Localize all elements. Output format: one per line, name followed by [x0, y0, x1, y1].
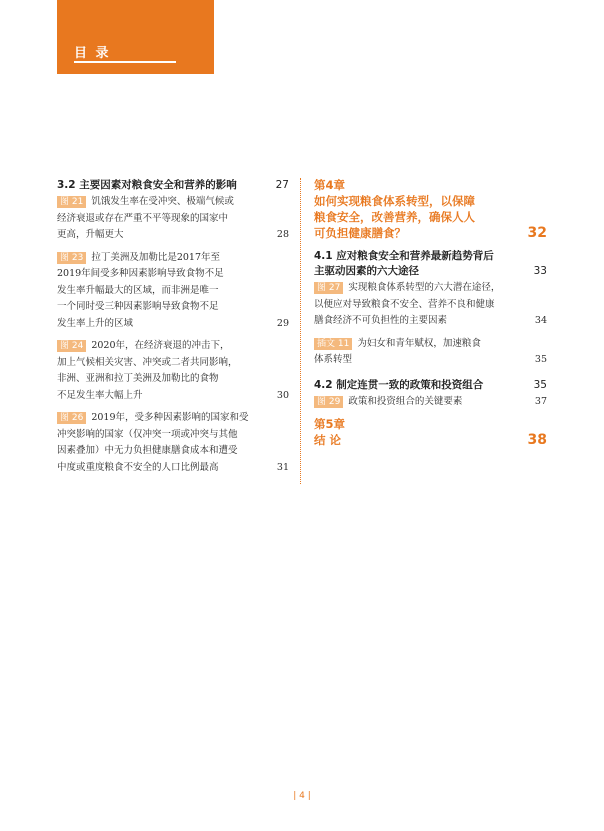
- page-number: 30: [276, 389, 289, 401]
- figure-tag: 图 26: [57, 412, 86, 424]
- page-number: 27: [275, 179, 289, 191]
- entry-line: 发生率升幅最大的区域，而非洲是唯一: [57, 284, 219, 296]
- toc-entry-box-11[interactable]: [314, 336, 547, 369]
- figure-tag: 图 21: [57, 196, 86, 208]
- entry-line: 更高，升幅更大: [57, 229, 124, 240]
- section-label: 4.2 制定连贯一致的政策和投资组合: [314, 378, 484, 391]
- toc-section-3-2[interactable]: [57, 178, 289, 193]
- page-footer-number: | 4 |: [293, 791, 311, 801]
- section-line: 4.1 应对粮食安全和营养最新趋势背后: [314, 250, 494, 262]
- box-tag: 插文 11: [314, 338, 352, 350]
- page-number: 34: [534, 315, 547, 326]
- entry-line: 冲突影响的国家（仅冲突一项或冲突与其他: [57, 428, 238, 440]
- section-label: 3.2 主要因素对粮食安全和营养的影响: [57, 179, 237, 191]
- entry-line: 拉丁美洲及加勒比是2017年至: [91, 251, 221, 263]
- toc-chapter-4[interactable]: [314, 193, 547, 241]
- page-number: 28: [276, 229, 289, 240]
- toc-entry-figure-27[interactable]: [314, 280, 547, 330]
- page-number: 37: [534, 395, 547, 407]
- header-underline: [74, 61, 176, 63]
- page-number: 29: [276, 317, 289, 329]
- entry-line: 2019年间受多种因素影响导致食物不足: [57, 268, 224, 279]
- entry-line: 实现粮食体系转型的六大潜在途径，: [348, 282, 501, 293]
- entry-line: 中度或重度粮食不安全的人口比例最高: [57, 461, 219, 473]
- chapter-4-label: 第4章: [314, 178, 346, 192]
- toc-entry-figure-23[interactable]: [57, 250, 289, 333]
- toc-section-4-2[interactable]: [314, 378, 547, 393]
- entry-line: 经济衰退或存在严重不平等现象的国家中: [57, 212, 229, 224]
- toc-chapter-5[interactable]: [314, 432, 547, 448]
- figure-tag: 图 27: [314, 282, 343, 294]
- entry-line: 2020年，在经济衰退的冲击下，: [91, 340, 230, 351]
- page-number: 32: [527, 225, 547, 241]
- entry-line: 为妇女和青年赋权，加速粮食: [357, 337, 481, 349]
- toc-entry-figure-26[interactable]: [57, 410, 289, 476]
- chapter-title: 结 论: [314, 433, 342, 447]
- chapter-5-label: 第5章: [314, 417, 346, 431]
- section-line: 主驱动因素的六大途径: [314, 265, 419, 277]
- entry-line: 非洲、亚洲和拉丁美洲及加勒比的食物: [57, 373, 219, 384]
- toc-entry-figure-29[interactable]: [314, 394, 547, 411]
- figure-tag: 图 29: [314, 396, 343, 408]
- figure-tag: 图 23: [57, 252, 86, 264]
- chapter-title-line: 如何实现粮食体系转型，以保障: [314, 194, 475, 208]
- toc-entry-figure-24[interactable]: [57, 338, 289, 404]
- toc-header-banner: [57, 0, 214, 74]
- page-number: 38: [527, 432, 547, 448]
- chapter-title-line: 粮食安全，改善营养，确保人人: [314, 210, 475, 224]
- toc-left-column: [57, 178, 289, 476]
- toc-entry-figure-21[interactable]: [57, 194, 289, 244]
- page-number: 35: [533, 378, 547, 391]
- toc-right-column: [314, 178, 547, 448]
- entry-line: 加上气候相关灾害、冲突或二者共同影响，: [57, 356, 238, 368]
- entry-line: 以便应对导致粮食不安全、营养不良和健康: [314, 298, 495, 310]
- toc-title: 目 录: [74, 46, 111, 61]
- page-number: 33: [533, 265, 547, 277]
- entry-line: 膳食经济不可负担性的主要因素: [314, 315, 448, 326]
- column-divider: [300, 178, 301, 484]
- page-number: 31: [276, 461, 289, 473]
- entry-line: 因素叠加）中无力负担健康膳食成本和遭受: [57, 445, 238, 456]
- entry-line: 一个同时受三种因素影响导致食物不足: [57, 301, 219, 312]
- entry-line: 2019年，受多种因素影响的国家和受: [91, 412, 249, 423]
- entry-line: 体系转型: [314, 354, 353, 365]
- entry-line: 饥饿发生率在受冲突、极端气候或: [91, 196, 234, 207]
- entry-line: 发生率上升的区域: [57, 317, 134, 329]
- entry-line: 不足发生率大幅上升: [57, 389, 143, 401]
- toc-section-4-1[interactable]: [314, 249, 547, 279]
- chapter-title-line: 可负担健康膳食？: [314, 226, 406, 240]
- figure-tag: 图 24: [57, 340, 86, 352]
- page-number: 35: [534, 354, 547, 365]
- entry-line: 政策和投资组合的关键要素: [348, 395, 463, 407]
